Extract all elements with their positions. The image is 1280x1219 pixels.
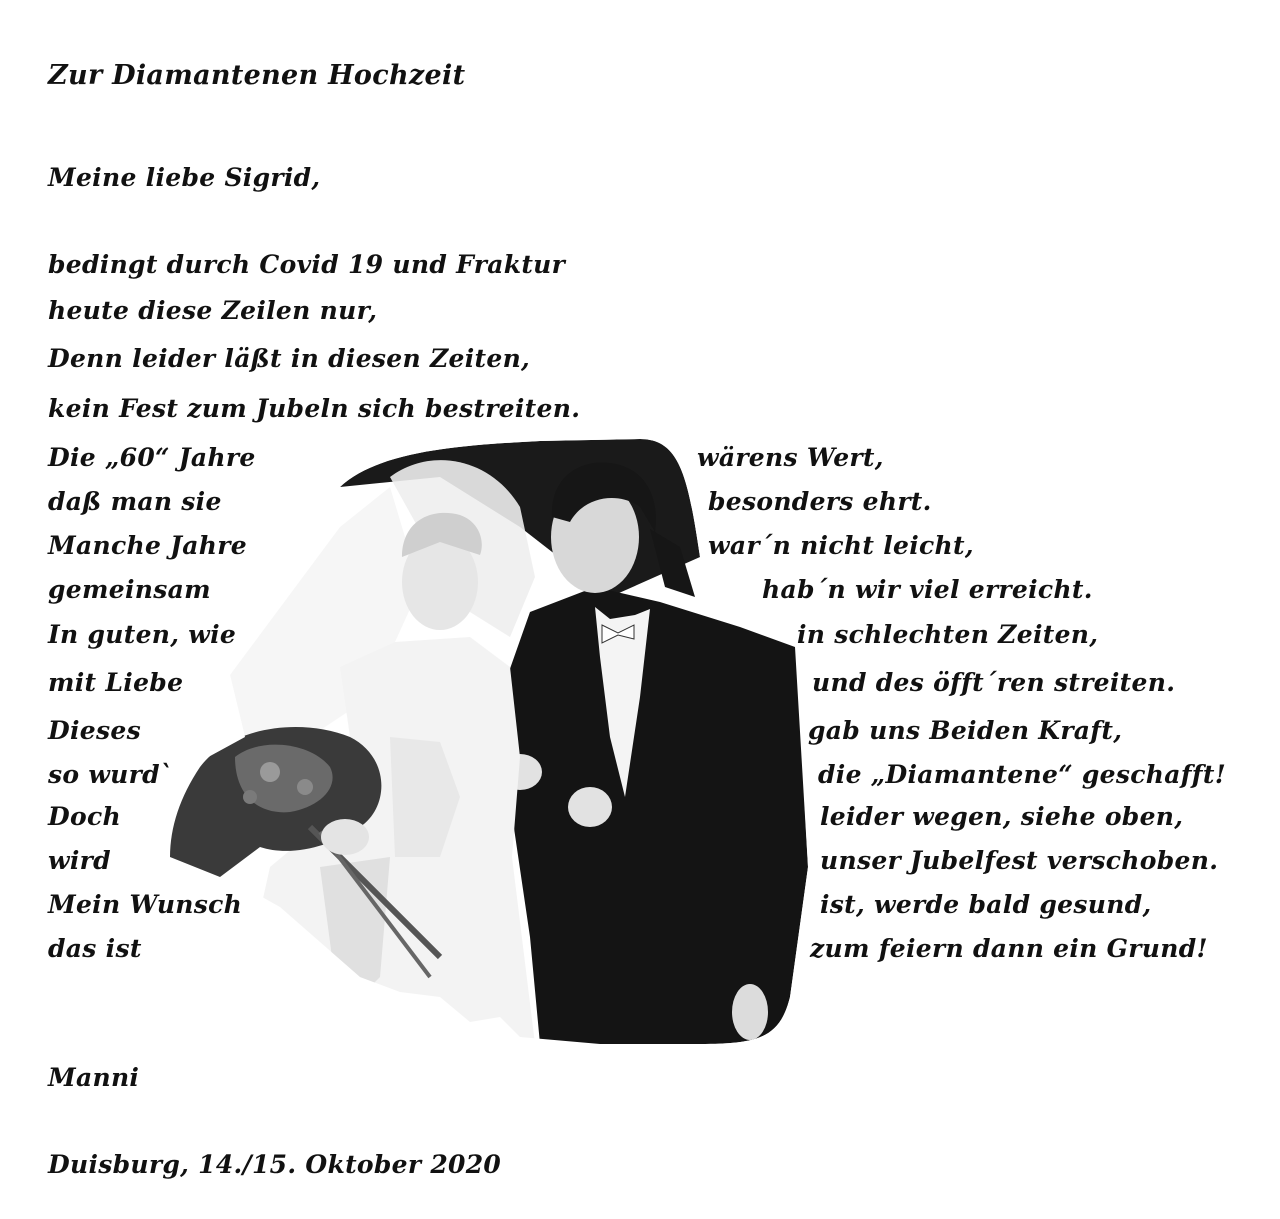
salutation: Meine liebe Sigrid, <box>48 163 321 192</box>
place-date: Duisburg, 14./15. Oktober 2020 <box>48 1150 502 1179</box>
wedding-photo <box>140 437 820 1047</box>
poem-right: wärens Wert, <box>697 443 884 472</box>
poem-left: Die „60“ Jahre <box>48 443 256 472</box>
poem-left: Doch <box>48 802 121 831</box>
poem-right: besonders ehrt. <box>708 487 932 516</box>
intro-line: heute diese Zeilen nur, <box>48 296 378 325</box>
poem-left: das ist <box>48 934 142 963</box>
poem-left: mit Liebe <box>48 668 184 697</box>
poem-right: zum feiern dann ein Grund! <box>810 934 1208 963</box>
poem-left: In guten, wie <box>48 620 237 649</box>
poem-left: Dieses <box>48 716 141 745</box>
poem-left: Mein Wunsch <box>48 890 243 919</box>
poem-left: gemeinsam <box>48 575 211 604</box>
poem-right: unser Jubelfest verschoben. <box>820 846 1219 875</box>
intro-line: Denn leider läßt in diesen Zeiten, <box>48 344 531 373</box>
poem-left: Manche Jahre <box>48 531 247 560</box>
letter-title: Zur Diamantenen Hochzeit <box>48 60 466 91</box>
poem-right: und des öfft´ren streiten. <box>812 668 1176 697</box>
poem-left: daß man sie <box>48 487 222 516</box>
poem-right: die „Diamantene“ geschafft! <box>818 760 1226 789</box>
poem-right: war´n nicht leicht, <box>708 531 974 560</box>
poem-right: hab´n wir viel erreicht. <box>762 575 1093 604</box>
poem-left: so wurd` <box>48 760 173 789</box>
signature: Manni <box>48 1063 140 1092</box>
poem-right: gab uns Beiden Kraft, <box>808 716 1123 745</box>
intro-line: bedingt durch Covid 19 und Fraktur <box>48 250 566 279</box>
poem-right: ist, werde bald gesund, <box>820 890 1152 919</box>
intro-line: kein Fest zum Jubeln sich bestreiten. <box>48 394 581 423</box>
poem-left: wird <box>48 846 111 875</box>
poem-right: in schlechten Zeiten, <box>797 620 1099 649</box>
poem-right: leider wegen, siehe oben, <box>820 802 1184 831</box>
